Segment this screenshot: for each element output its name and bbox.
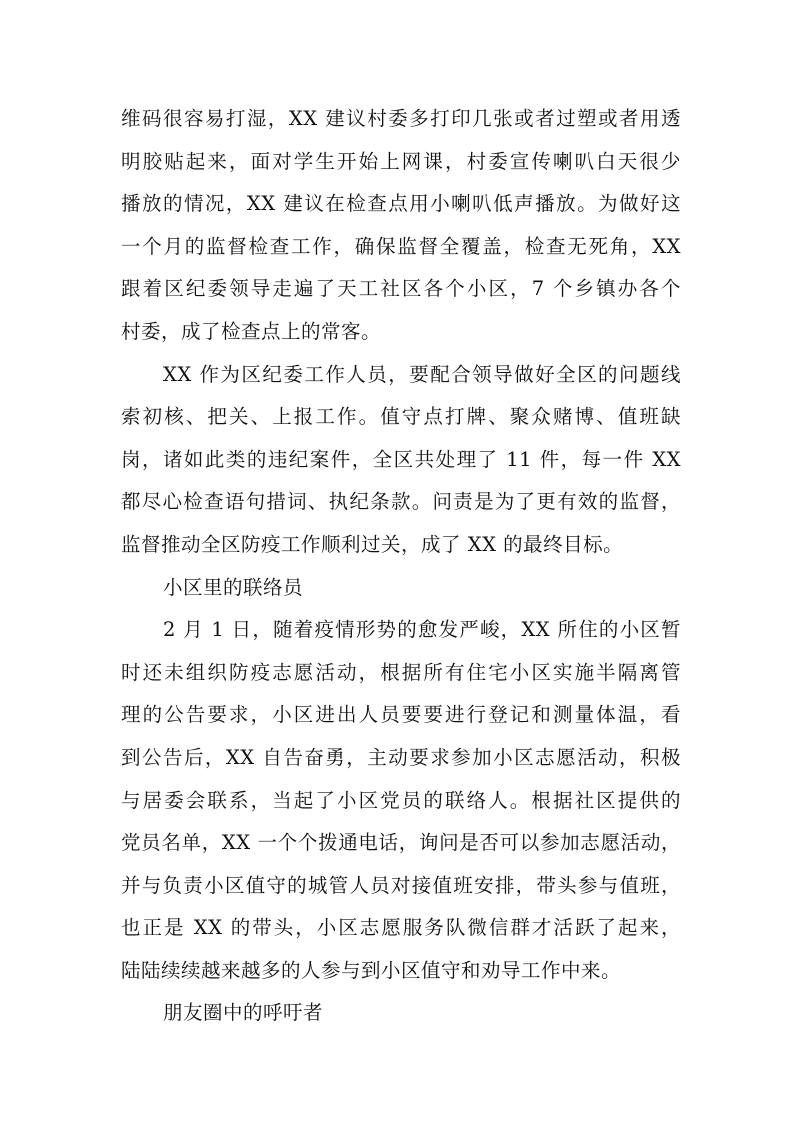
document-body — [121, 98, 681, 1035]
text-line: 明胶贴起来，面对学生开始上网课，村委宣传喇叭白天很少 — [121, 149, 681, 173]
text-line: 也正是 XX 的带头，小区志愿服务队微信群才活跃了起来， — [121, 916, 681, 940]
text-line: 岗，诸如此类的违纪案件，全区共处理了 11 件，每一件 XX — [121, 447, 681, 471]
text-line: 时还未组织防疫志愿活动，根据所有住宅小区实施半隔离管 — [121, 660, 681, 684]
text-line: 跟着区纪委领导走遍了天工社区各个小区，7 个乡镇办各个 — [121, 277, 681, 301]
section-heading: 小区里的联络员 — [163, 575, 304, 599]
text-line: 监督推动全区防疫工作顺利过关，成了 XX 的最终目标。 — [121, 532, 624, 556]
text-line: 村委，成了检查点上的常客。 — [121, 319, 382, 343]
text-line: 并与负责小区值守的城管人员对接值班安排，带头参与值班， — [121, 873, 681, 897]
text-line: 到公告后，XX 自告奋勇，主动要求参加小区志愿活动，积极 — [121, 745, 681, 769]
text-line: 播放的情况，XX 建议在检查点用小喇叭低声播放。为做好这 — [121, 192, 681, 216]
text-line: 维码很容易打湿，XX 建议村委多打印几张或者过塑或者用透 — [121, 107, 681, 130]
text-line: 索初核、把关、上报工作。值守点打牌、聚众赌博、值班缺 — [121, 405, 681, 429]
text-line: 党员名单，XX 一个个拨通电话，询问是否可以参加志愿活动， — [121, 831, 681, 855]
text-line: 一个月的监督检查工作，确保监督全覆盖，检查无死角，XX — [121, 234, 681, 258]
text-line: 都尽心检查语句措词、执纪条款。问责是为了更有效的监督， — [121, 490, 681, 514]
paragraph-first-line: XX 作为区纪委工作人员，要配合领导做好全区的问题线 — [163, 362, 681, 386]
text-line: 理的公告要求，小区进出人员要要进行登记和测量体温，看 — [121, 703, 681, 727]
paragraph-first-line: 2 月 1 日，随着疫情形势的愈发严峻，XX 所住的小区暂 — [163, 618, 681, 642]
text-line: 陆陆续续越来越多的人参与到小区值守和劝导工作中来。 — [121, 958, 622, 982]
section-heading: 朋友圈中的呼吁者 — [163, 1001, 324, 1025]
text-line: 与居委会联系，当起了小区党员的联络人。根据社区提供的 — [121, 788, 681, 812]
